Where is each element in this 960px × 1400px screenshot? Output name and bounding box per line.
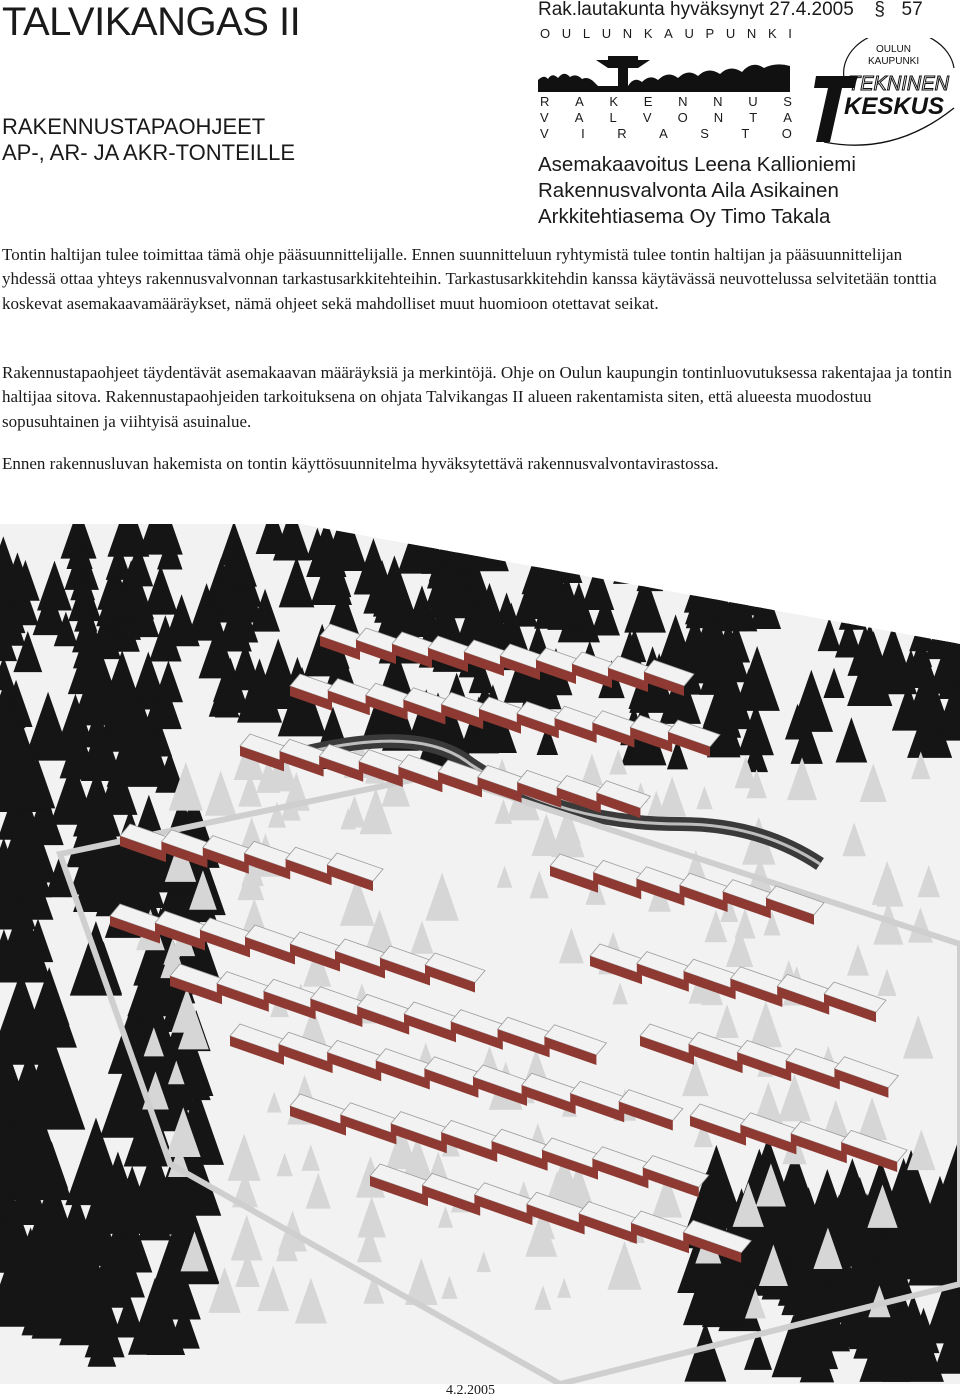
- tree: [614, 524, 649, 571]
- tree: [711, 532, 741, 575]
- tree: [839, 590, 867, 630]
- subtitle-line-1: RAKENNUSTAPAOHJEET: [2, 114, 266, 139]
- svg-text:OULUN: OULUN: [876, 44, 912, 55]
- footer-date: 4.2.2005: [446, 1383, 495, 1398]
- dept-letter: K: [609, 94, 619, 109]
- page-title: TALVIKANGAS II: [2, 0, 301, 44]
- dept-letter: O: [677, 110, 688, 125]
- tree: [522, 531, 567, 595]
- tree: [897, 524, 927, 554]
- dept-letter: V: [540, 110, 549, 125]
- city-letter: I: [788, 26, 792, 41]
- tree: [888, 555, 934, 620]
- dept-letter: A: [659, 126, 668, 141]
- tree: [925, 590, 960, 659]
- city-letter: U: [561, 26, 572, 41]
- dept-letter: N: [713, 110, 724, 125]
- tree: [900, 578, 933, 626]
- dept-letter: T: [741, 126, 750, 141]
- svg-text:TEKNINEN: TEKNINEN: [848, 73, 950, 95]
- section-sign: §: [874, 0, 885, 20]
- tree: [583, 527, 615, 573]
- dept-letter: U: [748, 94, 758, 109]
- document-subtitle: [2, 114, 295, 166]
- tree: [912, 524, 956, 572]
- subtitle-line-2: AP-, AR- JA AKR-TONTEILLE: [2, 140, 296, 165]
- tree: [850, 581, 872, 612]
- dept-letter: N: [713, 94, 723, 109]
- credit-line-architect: Arkkitehtiasema Oy Timo Takala: [538, 205, 831, 228]
- dept-letter: O: [781, 126, 792, 141]
- tree: [471, 524, 509, 571]
- dept-letter: R: [540, 94, 550, 109]
- tree: [624, 524, 670, 567]
- dept-letter: A: [575, 94, 584, 109]
- credits-block: [538, 152, 856, 230]
- tree: [637, 553, 664, 591]
- paragraph-1: Tontin haltijan tulee toimittaa tämä ohje pääsuunnittelijalle. Ennen suunnitteluun ryhtymistä tulee tontin haltijan ja pääsuunnittelijan yhdessä ottaa yhteys rakennusvalvonnan tarkastusarkkitehteihin. Tarkastusarkkitehdin kanssa käytävässä neuvottelussa selvitetään tonttia koskevat asemakaavamääräykset, nämä ohjeet sekä mahdolliset muut huomioon otettavat seikat.: [2, 245, 937, 313]
- city-letter: L: [582, 26, 591, 41]
- tree: [711, 524, 743, 569]
- city-letter: U: [725, 26, 736, 41]
- tree: [749, 584, 781, 630]
- approval-note: [538, 0, 923, 20]
- tree: [786, 560, 808, 591]
- dept-letter: V: [642, 110, 652, 125]
- tree: [782, 549, 813, 593]
- dept-letter: V: [540, 126, 549, 141]
- tree: [848, 531, 880, 577]
- department-name-spaced: [540, 94, 792, 142]
- city-letter: A: [664, 26, 673, 41]
- water-tower-silhouette-image: [538, 46, 790, 92]
- dept-letter: A: [783, 110, 792, 125]
- tree: [756, 549, 780, 584]
- tree: [869, 537, 896, 575]
- credit-line-planning: Asemakaavoitus Leena Kallioniemi: [538, 153, 856, 176]
- dept-letter: S: [700, 126, 709, 141]
- dept-letter: T: [749, 110, 758, 125]
- tree: [859, 524, 900, 580]
- dept-row-1: [540, 94, 792, 110]
- svg-text:KESKUS: KESKUS: [844, 93, 945, 120]
- approval-text: Rak.lautakunta hyväksynyt 27.4.2005: [538, 0, 854, 20]
- tree: [735, 559, 775, 616]
- svg-text:KAUPUNKI: KAUPUNKI: [868, 56, 920, 67]
- dept-letter: R: [617, 126, 627, 141]
- tree: [872, 524, 916, 561]
- city-letter: P: [705, 26, 715, 41]
- tekninen-keskus-logo: [814, 38, 960, 148]
- dept-letter: E: [643, 94, 653, 109]
- tree: [613, 545, 640, 584]
- city-name-spaced: [540, 26, 792, 42]
- city-letter: K: [767, 26, 777, 41]
- tree: [682, 529, 716, 577]
- tree: [641, 524, 686, 583]
- dept-letter: I: [581, 126, 585, 141]
- dept-letter: N: [678, 94, 688, 109]
- city-letter: O: [540, 26, 551, 41]
- dept-letter: A: [574, 110, 584, 125]
- city-letter: N: [622, 26, 633, 41]
- tree: [933, 580, 956, 612]
- aerial-site-rendering-image: [0, 524, 960, 1384]
- city-letter: N: [746, 26, 757, 41]
- dept-row-2: [540, 110, 792, 126]
- dept-row-3: [540, 126, 792, 142]
- dept-letter: L: [609, 110, 617, 125]
- city-letter: U: [684, 26, 694, 41]
- tree: [871, 553, 897, 590]
- section-number: 57: [901, 0, 923, 20]
- city-letter: K: [643, 26, 653, 41]
- tree: [826, 566, 851, 602]
- dept-letter: S: [783, 94, 792, 109]
- tree: [923, 558, 947, 593]
- paragraph-3: Ennen rakennusluvan hakemista on tontin käyttösuunnitelma hyväksytettävä rakennusvalvontavirastossa.: [2, 454, 719, 473]
- tree: [948, 526, 960, 557]
- tree: [715, 556, 746, 600]
- tree: [709, 524, 740, 559]
- city-letter: U: [601, 26, 612, 41]
- credit-line-building-control: Rakennusvalvonta Aila Asikainen: [538, 179, 839, 202]
- paragraph-2: Rakennustapaohjeet täydentävät asemakaavan määräyksiä ja merkintöjä. Ohje on Oulun kaupungin tontinluovutuksessa rakentajaa ja tontin haltijaa sitova. Rakennustapaohjeiden tarkoituksena on ohjata Talvikangas II alueen rakentamista siten, että alueesta muodostuu sopusuhtainen ja viihtyisä asuinalue.: [2, 363, 952, 431]
